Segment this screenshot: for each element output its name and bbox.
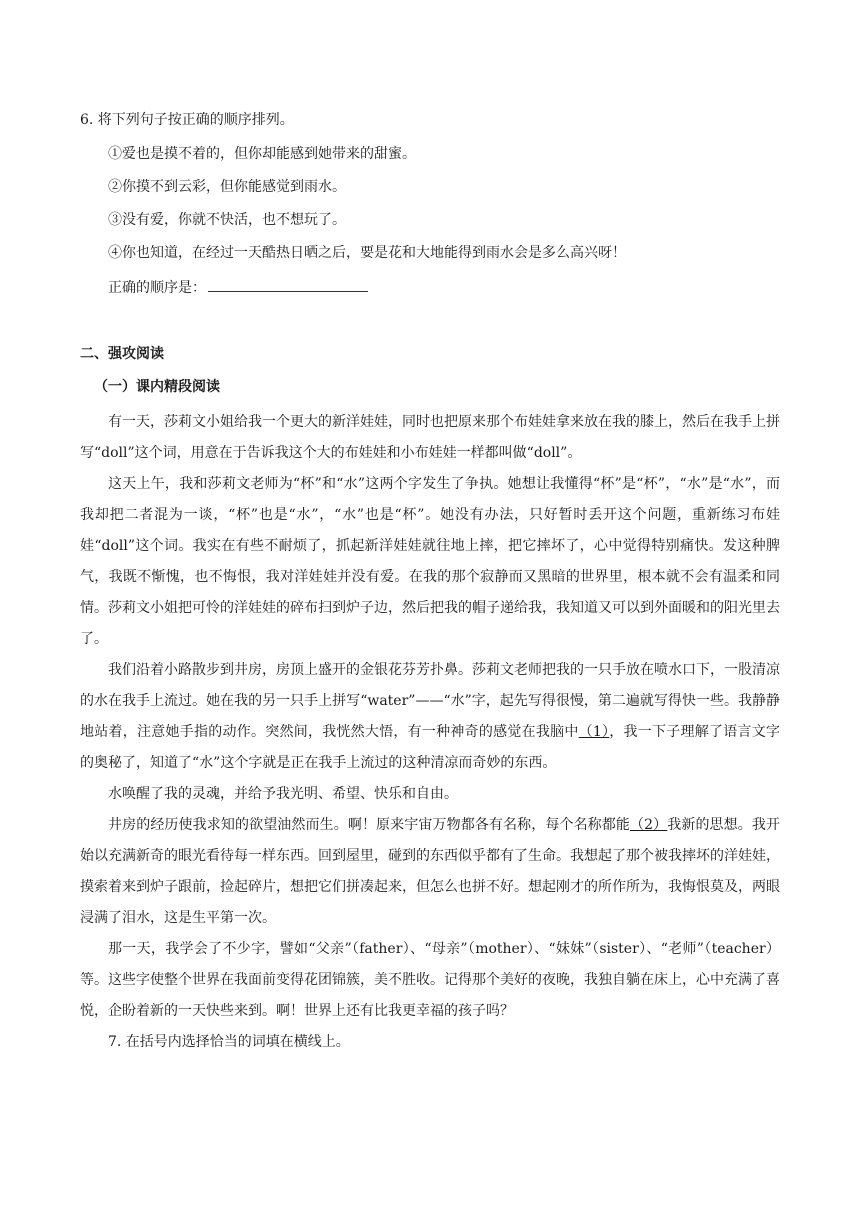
answer-blank[interactable] [208, 277, 368, 292]
question-7-title: 7. 在括号内选择恰当的词填在横线上。 [108, 1034, 350, 1050]
passage-paragraph-5 [80, 810, 780, 934]
section-2-title: 二、强攻阅读 [80, 346, 164, 362]
sentence-1: ①爱也是摸不着的，但你却能感到她带来的甜蜜。 [108, 146, 416, 162]
sentence-4: ④你也知道，在经过一天酷热日晒之后，要是花和大地能得到雨水会是多么高兴呀！ [108, 245, 626, 261]
answer-label: 正确的顺序是： [108, 280, 206, 296]
section-2-subtitle: （一）课内精段阅读 [94, 379, 220, 395]
passage-paragraph-2: 这天上午，我和莎莉文老师为“杯”和“水”这两个字发生了争执。她想让我懂得“杯”是“杯”，“水”是“水”，而我却把二者混为一谈，“杯”也是“水”，“水”也是“杯”。她没有办法，只好暂时丢开这个问题，重新练习布娃娃“doll”这个词。我实在有些不耐烦了，抓起新洋娃娃就往地上摔，把它摔坏了，心中觉得特别痛快。发这种脾气，我既不惭愧，也不悔恨，我对洋娃娃并没有爱。在我的那个寂静而又黑暗的世界里，根本就不会有温柔和同情。莎莉文小姐把可怜的洋娃娃的碎布扫到炉子边，然后把我的帽子递给我，我知道又可以到外面暖和的阳光里去了。 [80, 476, 780, 647]
passage-paragraph-5-part-a: 井房的经历使我求知的欲望油然而生。啊！原来宇宙万物都各有名称，每个名称都能 [108, 817, 630, 833]
reading-passage [80, 407, 780, 1058]
passage-paragraph-3 [80, 655, 780, 779]
passage-paragraph-4: 水唤醒了我的灵魂，并给予我光明、希望、快乐和自由。 [108, 786, 458, 802]
passage-paragraph-3-part-b: ，我一下子理解了语言文字的奥秘了，知道了“水”这个字就是正在我手上流过的这种清凉而奇妙的东西。 [80, 724, 781, 771]
passage-paragraph-1: 有一天，莎莉文小姐给我一个更大的新洋娃娃，同时也把原来那个布娃娃拿来放在我的膝上，然后在我手上拼写“doll”这个词，用意在于告诉我这个大的布娃娃和小布娃娃一样都叫做“doll”。 [80, 414, 780, 461]
question-6-title: 6. 将下列句子按正确的顺序排列。 [80, 112, 294, 128]
answer-row [108, 277, 368, 298]
passage-paragraph-3-part-a: 我们沿着小路散步到井房，房顶上盛开的金银花芬芳扑鼻。莎莉文老师把我的一只手放在喷水口下，一股清凉的水在我手上流过。她在我的另一只手上拼写“water”——“水”字，起先写得很慢，第二遍就写得快一些。我静静地站着，注意她手指的动作。突然间，我恍然大悟，有一种神奇的感觉在我脑中 [80, 662, 780, 740]
sentence-2: ②你摸不到云彩，但你能感觉到雨水。 [108, 179, 346, 195]
blank-1[interactable]: （1） [578, 724, 610, 740]
passage-paragraph-6: 那一天，我学会了不少字，譬如“父亲”（father）、“母亲”（mother）、“妹妹”（sister）、“老师”（teacher）等。这些字使整个世界在我面前变得花团锦簇，美不胜收。记得那个美好的夜晚，我独自躺在床上，心中充满了喜悦，企盼着新的一天快些来到。啊！世界上还有比我更幸福的孩子吗？ [80, 941, 780, 1019]
sentence-3: ③没有爱，你就不快活，也不想玩了。 [108, 212, 346, 228]
blank-2[interactable]: （2） [630, 817, 668, 833]
passage-paragraph-5-part-b: 我新的思想。我开始以充满新奇的眼光看待每一样东西。回到屋里，碰到的东西似乎都有了生命。我想起了那个被我摔坏的洋娃娃，摸索着来到炉子跟前，捡起碎片，想把它们拼凑起来，但怎么也拼不好。想起刚才的所作所为，我悔恨莫及，两眼浸满了泪水，这是生平第一次。 [80, 817, 780, 926]
